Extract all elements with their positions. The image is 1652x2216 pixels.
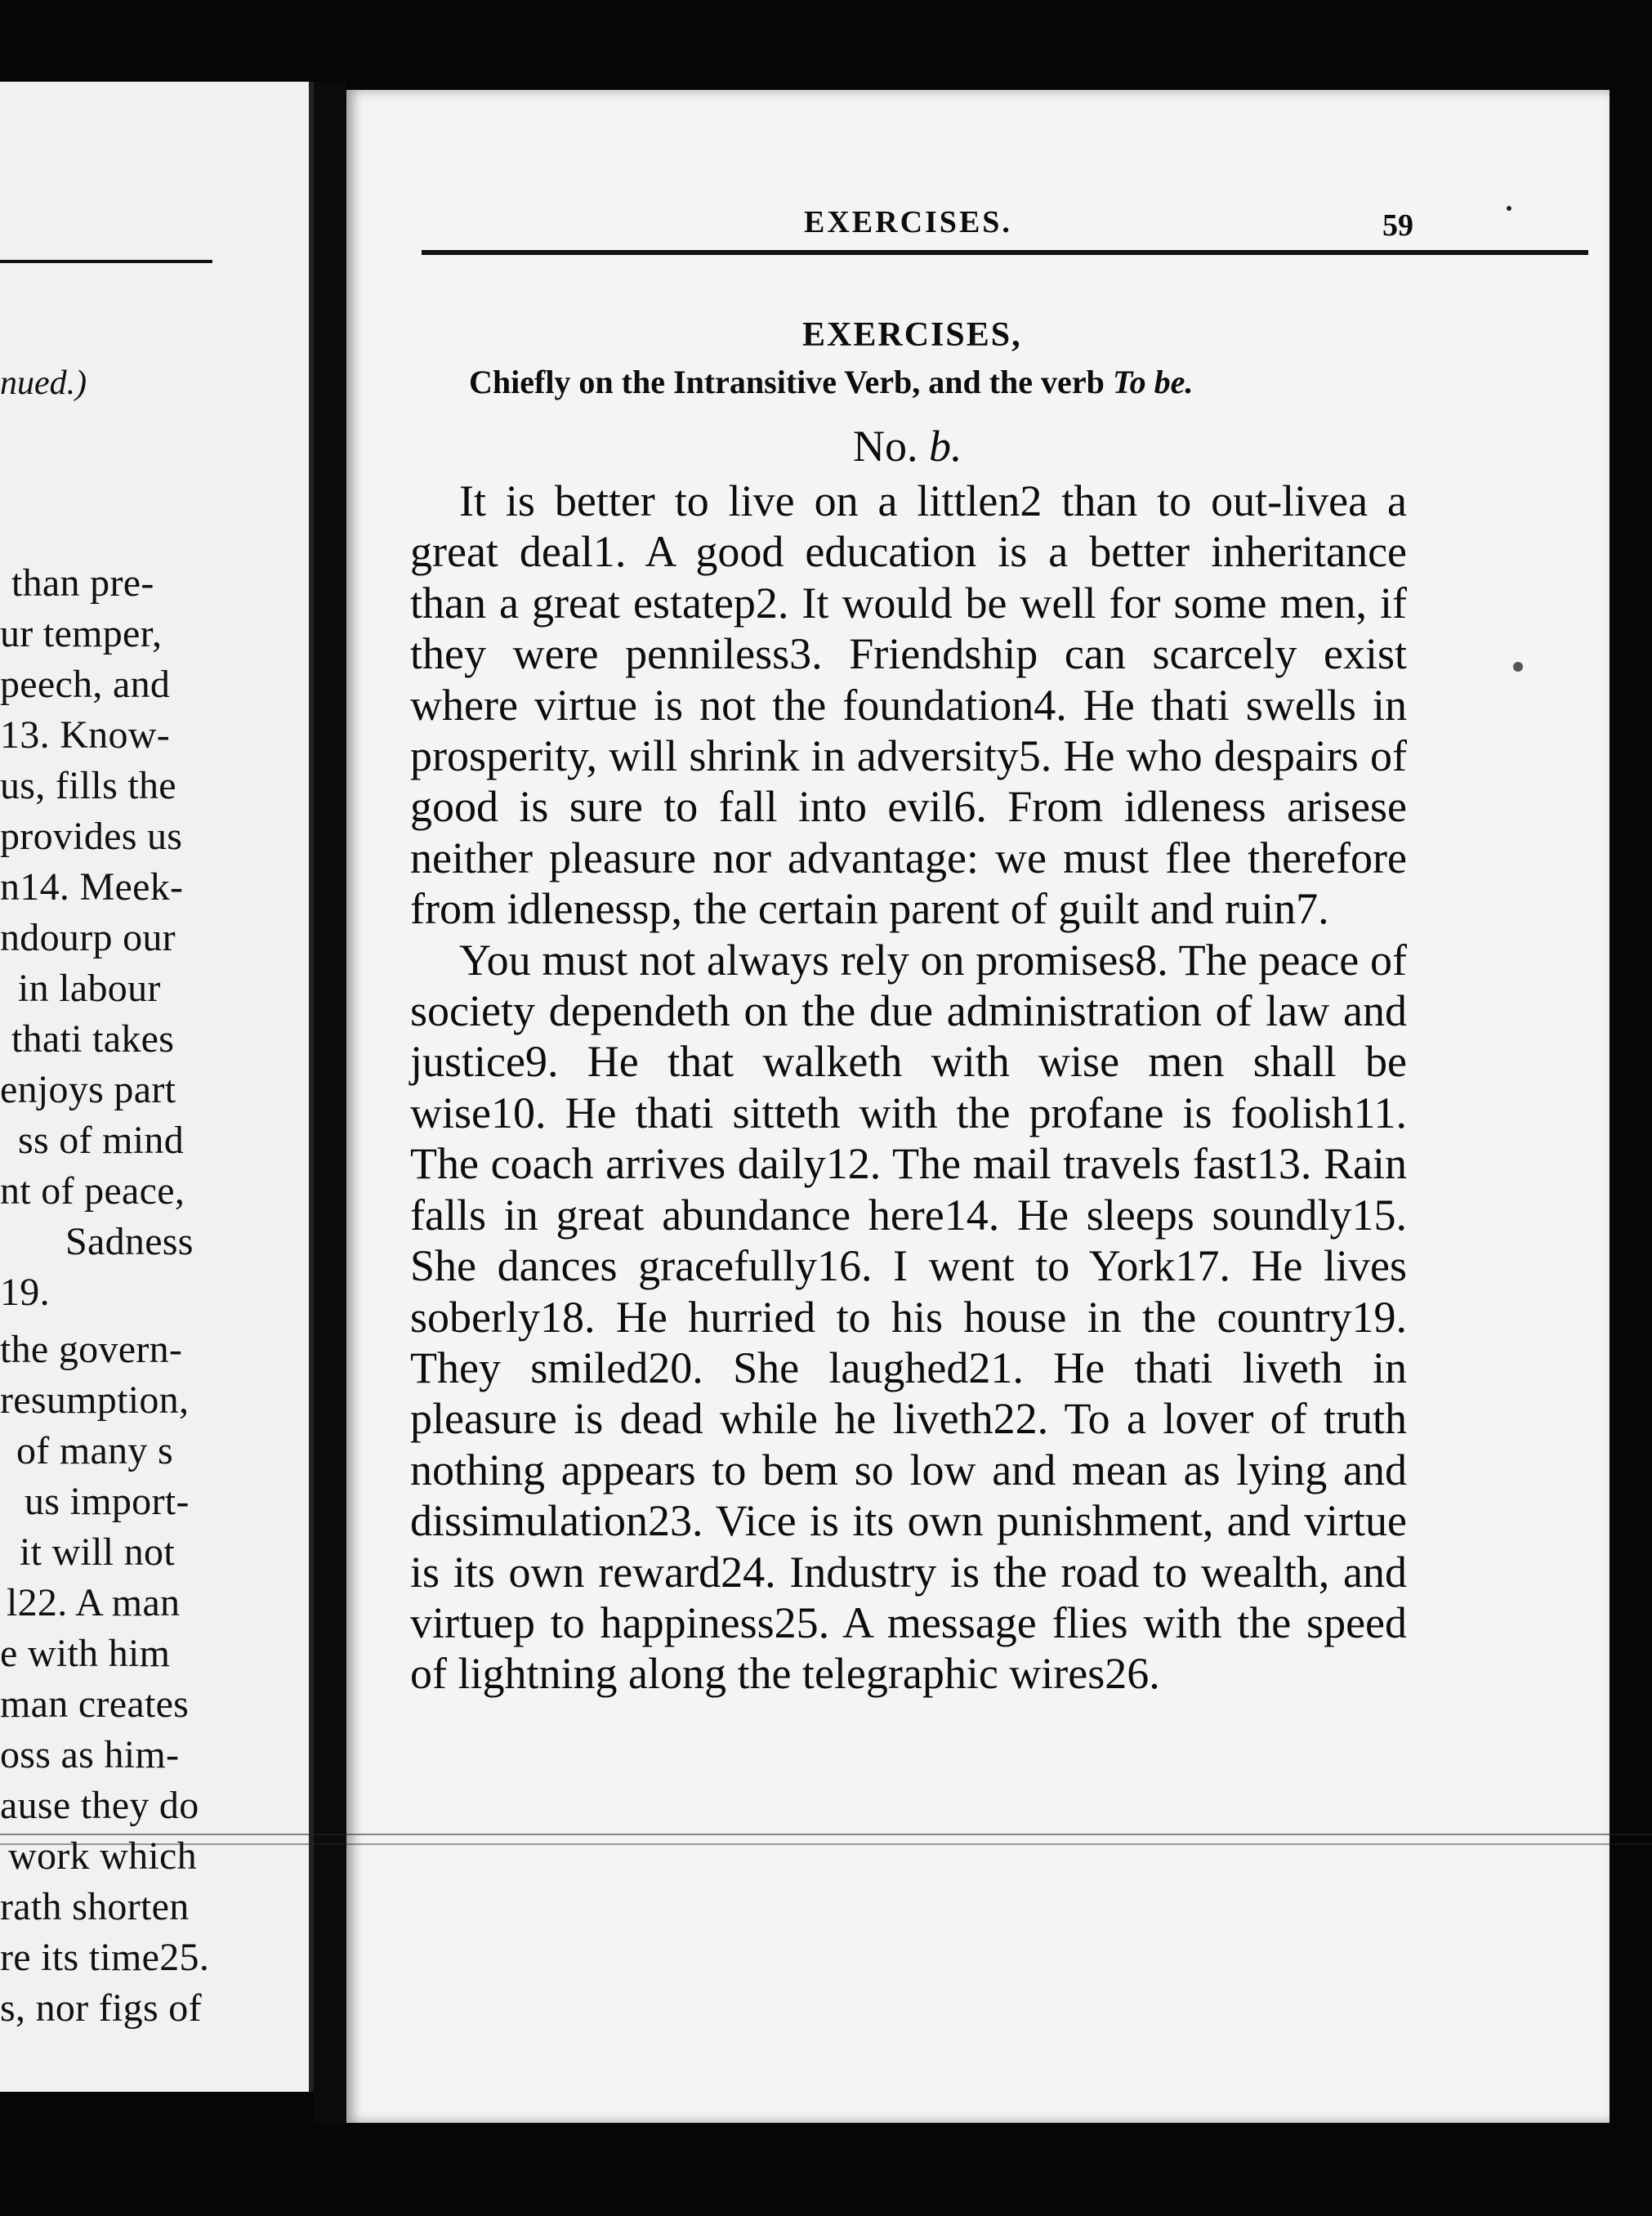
book-gutter [314, 82, 346, 2124]
left-page-line: rath shorten [0, 1885, 190, 1928]
subtitle-italic: To be. [1112, 364, 1194, 400]
left-page-caption: nued.) [0, 364, 87, 402]
left-page-line: oss as him- [0, 1733, 180, 1776]
left-page-line: the govern- [0, 1328, 183, 1371]
running-head: EXERCISES. [804, 205, 1012, 239]
left-page-line: ss of mind [18, 1119, 185, 1162]
left-page-line: e with him [0, 1632, 171, 1675]
left-page-line: peech, and [0, 663, 171, 706]
exercise-number-prefix: No. [853, 422, 929, 471]
left-page-line: ause they do [0, 1784, 199, 1827]
left-page-line: us import- [25, 1480, 190, 1523]
left-page-line: provides us [0, 815, 183, 858]
section-title: EXERCISES, [802, 316, 1022, 354]
left-page-rule [0, 260, 212, 263]
left-page-line: work which [8, 1834, 197, 1878]
left-page-line: it will not [20, 1530, 175, 1574]
left-page-line: resumption, [0, 1378, 190, 1422]
left-page-line: of many s [16, 1429, 174, 1472]
page-number: 59 [1382, 208, 1413, 243]
left-page-line: l22. A man [7, 1581, 181, 1624]
exercise-number [853, 421, 962, 471]
left-page-line: ndourp our [0, 916, 176, 959]
exercise-number-letter: b. [929, 422, 962, 471]
left-page-line: Sadness [65, 1220, 194, 1263]
header-rule [422, 250, 1588, 255]
left-page-line: ur temper, [0, 612, 163, 655]
left-page-line: nt of peace, [0, 1169, 185, 1213]
ink-speck [1513, 662, 1523, 672]
left-page-line: in labour [18, 967, 161, 1010]
left-page-line: 13. Know- [0, 713, 171, 757]
left-page-line: than pre- [11, 561, 154, 605]
left-page-line: us, fills the [0, 764, 176, 807]
left-page-fragment [0, 82, 314, 2092]
right-page [346, 90, 1610, 2123]
left-page-line: n14. Meek- [0, 865, 184, 909]
section-subtitle [469, 363, 1193, 401]
left-page-line: 19. [0, 1271, 50, 1314]
left-page-line: re its time25. [0, 1936, 210, 1979]
left-page-line: man creates [0, 1682, 190, 1726]
paragraph: You must not always rely on promises8. The peace of society dependeth on the due administration of law and justice9. He that walketh with wise men shall be wise10. He thati sitteth with the profane is foolish11. The coach arrives daily12. The mail travels fast13. Rain falls in great abundance here14. He sleeps soundly15. She dances gracefully16. I went to York17. He lives soberly18. He hurried to his house in the country19. They smiled20. She laughed21. He thati liveth in pleasure is dead while he liveth22. To a lover of truth nothing appears to bem so low and mean as lying and dissimulation23. Vice is its own punishment, and virtue is its own reward24. Industry is the road to wealth, and virtuep to happiness25. A message flies with the speed of lightning along the telegraphic wires26. [410, 935, 1407, 1699]
scan-fold-line [0, 1834, 1652, 1845]
left-page-line: enjoys part [0, 1068, 176, 1111]
ink-speck [1507, 206, 1511, 211]
subtitle-text: Chiefly on the Intransitive Verb, and the verb [469, 364, 1113, 400]
exercise-body [410, 476, 1407, 1700]
left-page-line: thati takes [11, 1017, 175, 1061]
paragraph: It is better to live on a littlen2 than to out-livea a great deal1. A good education is a better inheritance than a great estatep2. It would be well for some men, if they were penniless3. Friendship can scarcely exist where virtue is not the foundation4. He thati swells in prosperity, will shrink in adversity5. He who despairs of good is sure to fall into evil6. From idleness arisese neither pleasure nor advantage: we must flee therefore from idlenessp, the certain parent of guilt and ruin7. [410, 476, 1407, 934]
left-page-line: s, nor figs of [0, 1986, 202, 2030]
